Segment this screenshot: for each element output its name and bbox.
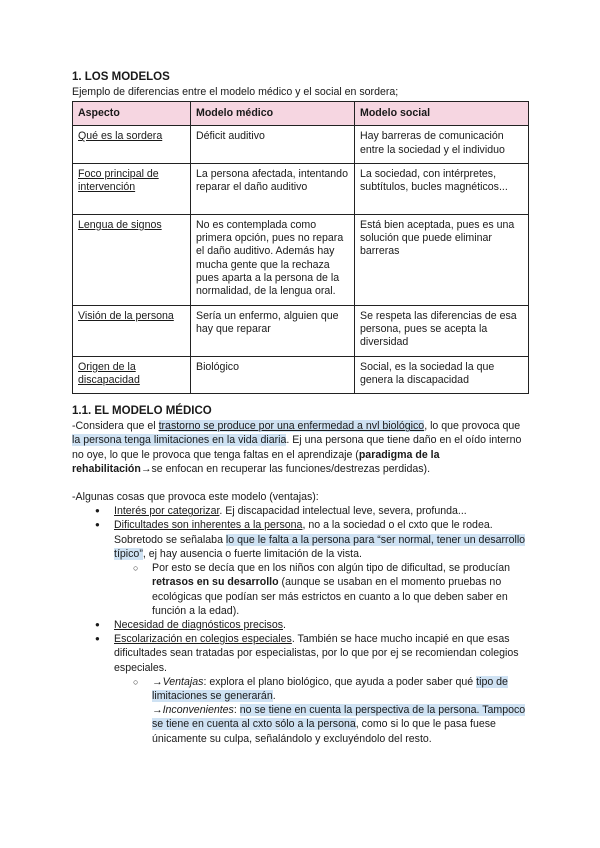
cell-aspect: Lengua de signos	[73, 214, 191, 305]
sub-bullet-list	[114, 675, 528, 746]
text-run: .	[283, 618, 286, 631]
bold-text: retrasos en su desarrollo	[152, 576, 279, 589]
underlined-text: Escolarización en colegios especiales	[114, 633, 292, 646]
text-run: Por esto se decía que en los niños con algún tipo de dificultad, se producían	[152, 562, 511, 575]
highlighted-underlined-text: trastorno se produce por una enfermedad a nvl biológico	[158, 420, 425, 433]
sub-list-item	[152, 561, 528, 618]
cell-medical: No es contemplada como primera opción, pues no repara el daño auditivo. Además hay mucha gente que la rechaza pues aparta a la persona de la normalidad, de la lengua oral.	[191, 214, 355, 305]
cell-aspect: Qué es la sordera	[73, 126, 191, 164]
list-item	[114, 618, 528, 632]
text-run: . Ej discapacidad intelectual leve, severa, profunda...	[219, 505, 467, 518]
table-row	[73, 305, 529, 356]
cell-social: Social, es la sociedad la que genera la discapacidad	[355, 356, 529, 394]
italic-label: →Inconvenientes	[152, 704, 234, 717]
table-header-row	[73, 102, 529, 126]
section-title: 1. LOS MODELOS	[72, 71, 170, 83]
bullet-list	[72, 504, 528, 745]
cell-social: Hay barreras de comunicación entre la sociedad y el individuo	[355, 126, 529, 164]
text-run: : explora el plano biológico, que ayuda a poder saber qué	[203, 675, 477, 688]
table-row	[73, 356, 529, 394]
cell-medical: Déficit auditivo	[191, 126, 355, 164]
underlined-text: Necesidad de diagnósticos precisos	[114, 618, 284, 631]
cell-social: La sociedad, con intérpretes, subtítulos, bucles magnéticos...	[355, 163, 529, 214]
sub-list-item	[152, 675, 528, 746]
table-row	[73, 214, 529, 305]
cell-aspect: Visión de la persona	[73, 305, 191, 356]
list-item	[114, 504, 528, 518]
text-run: , no a la sociedad o el cxto que le rodea. Sobretodo se señalaba	[114, 519, 493, 546]
cell-aspect: Origen de la discapacidad	[73, 356, 191, 394]
comparison-table	[72, 101, 529, 394]
underlined-text: Dificultades son inherentes a la persona	[114, 519, 303, 532]
cell-medical: Sería un enfermo, alguien que hay que reparar	[191, 305, 355, 356]
underlined-text: Interés por categorizar	[114, 505, 220, 518]
text-run: →se enfocan en recuperar las funciones/destrezas perdidas).	[140, 462, 431, 475]
bold-text: paradigma de la rehabilitación	[72, 448, 440, 475]
highlighted-text: la persona tenga limitaciones en la vida diaria	[72, 434, 287, 447]
cell-medical: Biológico	[191, 356, 355, 394]
cell-aspect: Foco principal de intervención	[73, 163, 191, 214]
highlighted-text: tipo de limitaciones se generarán	[152, 675, 508, 702]
text-run: :	[233, 704, 240, 717]
highlighted-text: no se tiene en cuenta la perspectiva de la persona. Tampoco se tiene en cuenta al cxto sólo a la persona	[152, 704, 526, 731]
text-run: . Ej una persona que tiene daño en el oído interno no oye, lo que le provoca que tenga faltas en el aprendizaje (	[72, 434, 522, 461]
subsection-title: 1.1. EL MODELO MÉDICO	[72, 405, 212, 418]
cell-medical: La persona afectada, intentando reparar el daño auditivo	[191, 163, 355, 214]
cell-social: Está bien aceptada, pues es una solución que puede eliminar barreras	[355, 214, 529, 305]
text-run: , como si lo que le pasa fuese únicamente su culpa, señalándolo y excluyéndolo del resto.	[152, 718, 496, 745]
list-item	[114, 518, 528, 617]
list-item	[114, 632, 528, 746]
highlighted-text: lo que le falta a la persona para “ser normal, tener un desarrollo típico”	[114, 533, 526, 560]
italic-label: →Ventajas	[152, 675, 204, 688]
text-run: , ej hay ausencia o fuerte limitación de la vista.	[142, 547, 362, 560]
paragraph-definition	[72, 419, 528, 476]
text-run: -Considera que el	[72, 420, 159, 433]
paragraph-advantages-intro: -Algunas cosas que provoca este modelo (ventajas):	[72, 491, 319, 504]
header-modelo-medico: Modelo médico	[191, 102, 355, 126]
cell-social: Se respeta las diferencias de esa persona, pues se acepta la diversidad	[355, 305, 529, 356]
document-page	[72, 70, 528, 746]
table-row	[73, 126, 529, 164]
header-aspecto: Aspecto	[73, 102, 191, 126]
table-row	[73, 163, 529, 214]
text-run: , lo que provoca que	[424, 420, 521, 433]
text-run: . También se hace mucho incapié en que esas dificultades sean tratadas por especialistas, por lo que por ej se recomiendan colegios especiales.	[114, 633, 519, 674]
text-run: .	[272, 689, 276, 702]
table-intro: Ejemplo de diferencias entre el modelo médico y el social en sordera;	[72, 86, 399, 98]
header-modelo-social: Modelo social	[355, 102, 529, 126]
text-run: (aunque se usaban en el momento pruebas no ecológicas que podían ser más estrictos en cuanto a lo que deben saber en función a la edad).	[152, 576, 508, 617]
sub-bullet-list	[114, 561, 528, 618]
